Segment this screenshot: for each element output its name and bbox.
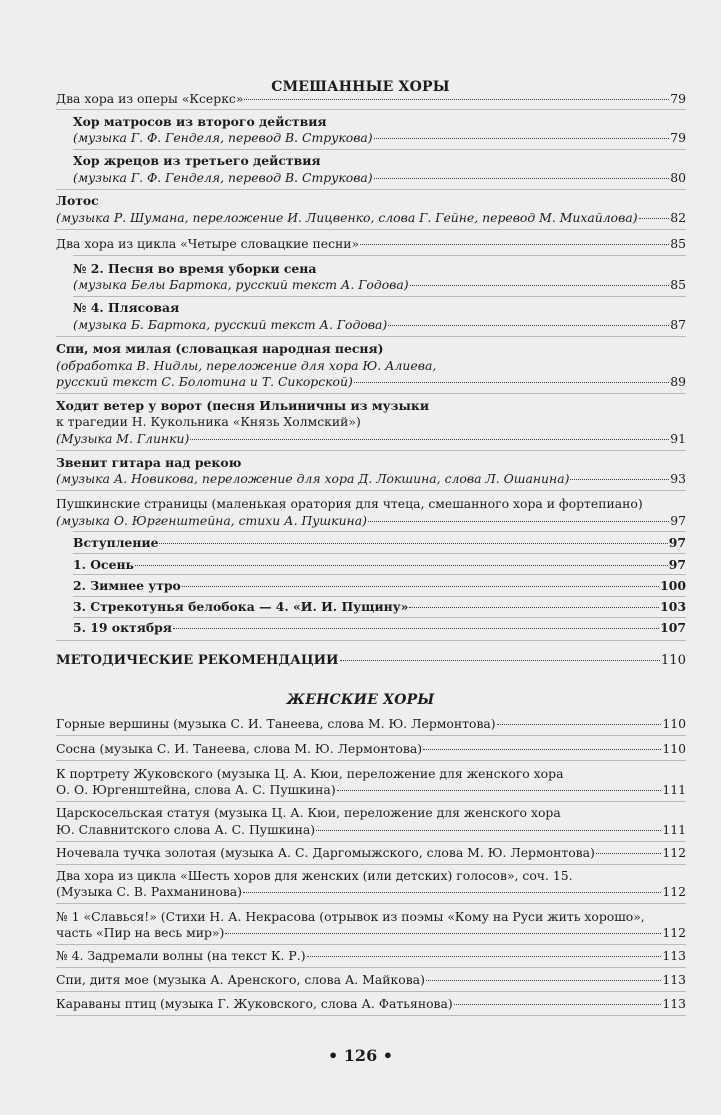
leader-dots (244, 99, 669, 100)
toc-entry[interactable]: О. О. Юргенштейна, слова А. С. Пушкина) 111 (56, 782, 686, 797)
page-ref: 97 (670, 513, 686, 528)
divider (56, 640, 686, 641)
divider (56, 450, 686, 451)
leader-dots (374, 138, 670, 139)
toc-entry-title: Звенит гитара над рекою (56, 455, 242, 470)
divider (56, 336, 686, 337)
divider (56, 864, 686, 865)
page-ref: 113 (662, 948, 686, 963)
leader-dots (316, 830, 661, 831)
page-ref: 111 (662, 822, 686, 837)
toc-entry-title: Два хора из цикла «Шесть хоров для женских (или детских) голосов», соч. 15. (56, 868, 573, 883)
toc-entry[interactable]: Горные вершины (музыка С. И. Танеева, слова М. Ю. Лермонтова) 110 (56, 716, 686, 731)
page-ref: 97 (668, 535, 686, 550)
toc-entry[interactable]: 1. Осень 97 (73, 557, 686, 572)
divider (56, 944, 686, 945)
toc-entry[interactable]: русский текст С. Болотина и Т. Сикорской) 89 (56, 374, 686, 389)
divider (73, 553, 686, 554)
page-ref: 113 (662, 972, 686, 987)
leader-dots (337, 790, 662, 791)
toc-entry[interactable]: Ю. Славнитского слова А. С. Пушкина) 111 (56, 822, 686, 837)
divider (56, 229, 686, 230)
divider (73, 531, 686, 532)
toc-entry[interactable]: Спи, дитя мое (музыка А. Аренского, слова А. Майкова) 113 (56, 972, 686, 987)
toc-entry[interactable]: 5. 19 октября 107 (73, 620, 686, 635)
leader-dots (135, 565, 668, 566)
page-ref: 110 (662, 716, 686, 731)
toc-entry[interactable]: Сосна (музыка С. И. Танеева, слова М. Ю. Лермонтова) 110 (56, 741, 686, 756)
leader-dots (410, 285, 670, 286)
section-heading-mixed-choirs: СМЕШАННЫЕ ХОРЫ (271, 79, 450, 95)
page-ref: 110 (660, 653, 686, 668)
page-ref: 112 (662, 884, 686, 899)
toc-entry[interactable]: 2. Зимнее утро 100 (73, 578, 686, 593)
divider (56, 393, 686, 394)
toc-entry[interactable]: Ночевала тучка золотая (музыка А. С. Даргомыжского, слова М. Ю. Лермонтова) 112 (56, 845, 686, 860)
toc-entry[interactable]: 3. Стрекотунья белобока — 4. «И. И. Пущину» 103 (73, 599, 686, 614)
page-ref: 112 (662, 925, 686, 940)
leader-dots (409, 607, 659, 608)
toc-entry[interactable]: (Музыка С. В. Рахманинова) 112 (56, 884, 686, 899)
toc-entry[interactable]: Два хора из оперы «Ксеркс» 79 (56, 91, 686, 106)
toc-entry[interactable]: (музыка Г. Ф. Генделя, перевод В. Струкова) 79 (73, 130, 686, 145)
page-ref: 93 (670, 471, 686, 486)
toc-entry[interactable]: (музыка А. Новикова, переложение для хора Д. Локшина, слова Л. Ошанина) 93 (56, 471, 686, 486)
toc-entry-title: № 2. Песня во время уборки сена (73, 261, 317, 276)
divider (73, 255, 686, 256)
page-ref: 91 (670, 431, 686, 446)
divider (56, 841, 686, 842)
section-heading-female-choirs: ЖЕНСКИЕ ХОРЫ (286, 692, 435, 708)
toc-entry[interactable]: Караваны птиц (музыка Г. Жуковского, слова А. Фатьянова) 113 (56, 996, 686, 1011)
toc-entry[interactable]: (музыка О. Юргенштейна, стихи А. Пушкина) 97 (56, 513, 686, 528)
toc-entry-title: Лотос (56, 193, 99, 208)
page-ref: 113 (662, 996, 686, 1011)
toc-entry-title: Царскосельская статуя (музыка Ц. А. Кюи, переложение для женского хора (56, 805, 561, 820)
page-ref: 80 (670, 170, 686, 185)
leader-dots (243, 892, 661, 893)
leader-dots (570, 479, 669, 480)
divider (73, 596, 686, 597)
leader-dots (426, 980, 661, 981)
page-ref: 85 (670, 277, 686, 292)
leader-dots (454, 1004, 662, 1005)
leader-dots (190, 439, 669, 440)
page-ref: 79 (670, 130, 686, 145)
toc-entry-title-cont: к трагедии Н. Кукольника «Князь Холмский») (56, 414, 361, 429)
leader-dots (368, 521, 669, 522)
page-ref: 111 (662, 782, 686, 797)
toc-entry[interactable]: (музыка Белы Бартока, русский текст А. Годова) 85 (73, 277, 686, 292)
page-ref: 89 (670, 374, 686, 389)
toc-entry-title: Спи, моя милая (словацкая народная песня) (56, 341, 384, 356)
page-ref: 82 (670, 210, 686, 225)
divider (56, 735, 686, 736)
leader-dots (307, 956, 662, 957)
leader-dots (354, 382, 669, 383)
leader-dots (182, 586, 659, 587)
divider (56, 490, 686, 491)
page-ref: 103 (660, 599, 686, 614)
page-ref: 97 (668, 557, 686, 572)
toc-entry[interactable]: часть «Пир на весь мир») 112 (56, 925, 686, 940)
toc-entry[interactable]: Два хора из цикла «Четыре словацкие песни» 85 (56, 236, 686, 251)
page-ref: 85 (670, 236, 686, 251)
leader-dots (340, 660, 660, 661)
toc-entry[interactable]: (музыка Г. Ф. Генделя, перевод В. Струкова) 80 (73, 170, 686, 185)
divider (56, 903, 686, 904)
divider (73, 296, 686, 297)
leader-dots (639, 218, 670, 219)
toc-entry[interactable]: (музыка Р. Шумана, переложение И. Лицвенко, слова Г. Гейне, перевод М. Михайлова) 82 (56, 210, 686, 225)
page-ref: 87 (670, 317, 686, 332)
toc-entry-methodical[interactable]: МЕТОДИЧЕСКИЕ РЕКОМЕНДАЦИИ 110 (56, 653, 686, 668)
toc-entry[interactable]: Вступление 97 (73, 535, 686, 550)
page-ref: 100 (660, 578, 686, 593)
leader-dots (225, 933, 661, 934)
divider (56, 991, 686, 992)
page-number: • 126 • (328, 1046, 393, 1065)
toc-entry-title: Пушкинские страницы (маленькая оратория для чтеца, смешанного хора и фортепиано) (56, 496, 643, 511)
page-ref: 110 (662, 741, 686, 756)
leader-dots (173, 628, 659, 629)
toc-entry-title: № 1 «Славься!» (Стихи Н. А. Некрасова (отрывок из поэмы «Кому на Руси жить хорошо», (56, 909, 645, 924)
divider (56, 189, 686, 190)
divider (56, 1015, 686, 1016)
toc-entry-title: № 4. Плясовая (73, 300, 180, 315)
divider (73, 574, 686, 575)
toc-entry-title: Ходит ветер у ворот (песня Ильиничны из музыки (56, 398, 430, 413)
leader-dots (360, 244, 669, 245)
toc-entry[interactable]: (Музыка М. Глинки) 91 (56, 431, 686, 446)
leader-dots (388, 325, 669, 326)
divider (56, 967, 686, 968)
leader-dots (159, 543, 667, 544)
divider (56, 801, 686, 802)
toc-entry-subtitle: (обработка В. Нидлы, переложение для хора Ю. Алиева, (56, 358, 437, 373)
divider (56, 109, 686, 110)
toc-entry[interactable]: (музыка Б. Бартока, русский текст А. Годова) 87 (73, 317, 686, 332)
divider (73, 617, 686, 618)
toc-entry[interactable]: № 4. Задремали волны (на текст К. Р.) 113 (56, 948, 686, 963)
leader-dots (374, 178, 670, 179)
toc-entry-title: К портрету Жуковского (музыка Ц. А. Кюи, переложение для женского хора (56, 766, 564, 781)
page-ref: 112 (662, 845, 686, 860)
divider (73, 149, 686, 150)
leader-dots (423, 749, 661, 750)
divider (56, 760, 686, 761)
leader-dots (497, 724, 662, 725)
leader-dots (596, 853, 661, 854)
page-ref: 107 (660, 620, 686, 635)
toc-entry-title: Хор жрецов из третьего действия (73, 153, 321, 168)
page-ref: 79 (670, 91, 686, 106)
toc-entry-title: Хор матросов из второго действия (73, 114, 327, 129)
